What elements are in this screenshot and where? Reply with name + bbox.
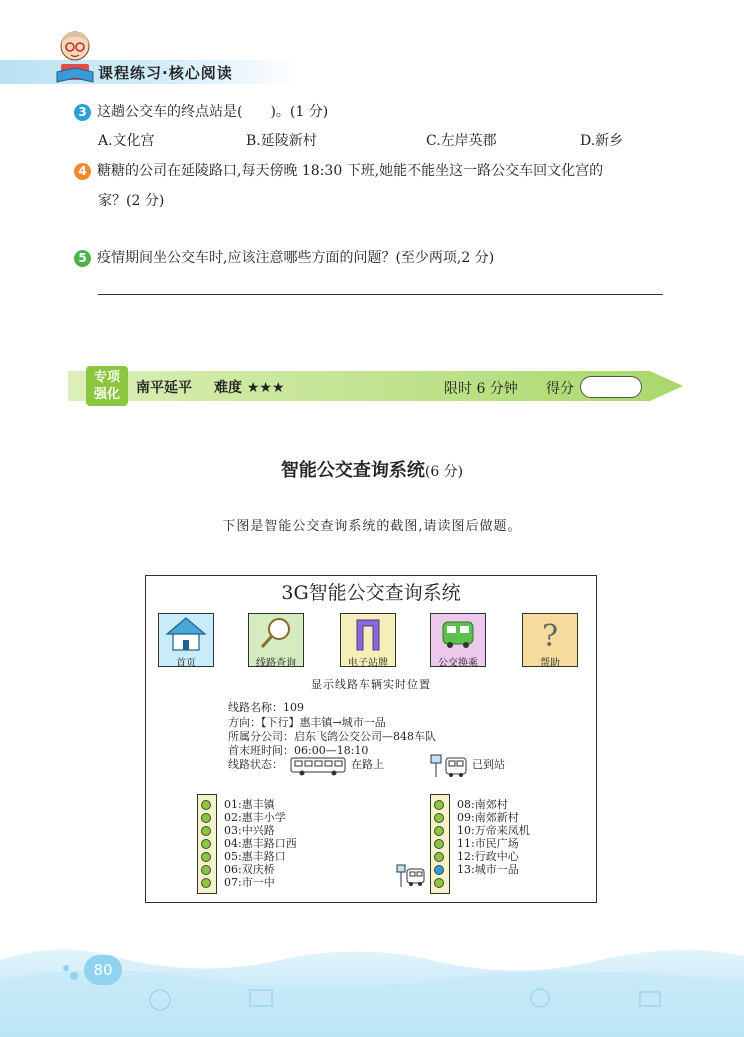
section-points: (6 分) [424, 464, 464, 480]
route-hours: 首末班时间：06:00—18:10 [228, 744, 369, 757]
route-direction: 方向：【下行】惠丰镇→城市一品 [228, 716, 386, 729]
section-intro: 下图是智能公交查询系统的截图,请读图后做题。 [222, 519, 522, 534]
option-a: A.文化宫 [98, 133, 155, 149]
bus-at-terminal-icon [396, 864, 426, 888]
tile-home-label: 首页 [176, 658, 196, 669]
page-number: 80 [84, 955, 122, 985]
header-title: 课程练习·核心阅读 [98, 64, 233, 82]
magnifier-icon [249, 614, 303, 652]
stop-01: 01:惠丰镇 [224, 798, 275, 811]
stop-dot-02 [201, 813, 211, 823]
stop-dot-09 [434, 813, 444, 823]
section-title-text: 智能公交查询系统 [280, 460, 425, 481]
option-d: D.新乡 [580, 133, 624, 149]
question-number-5: 5 [74, 250, 91, 267]
stop-dot-12 [434, 852, 444, 862]
route-company: 所属分公司：启东飞鸽公交公司—848车队 [228, 730, 436, 743]
stop-dot-01 [201, 800, 211, 810]
stop-dot-13-current [434, 865, 444, 875]
stop-02: 02:惠丰小学 [224, 811, 286, 824]
bus-on-road-icon [290, 756, 348, 776]
section-title [0, 456, 744, 482]
stop-dot-03 [201, 826, 211, 836]
stop-04: 04:惠丰路口西 [224, 837, 297, 850]
stop-dot-10 [434, 826, 444, 836]
bus-system-title: 3G智能公交查询系统 [281, 582, 461, 604]
question-3 [74, 101, 328, 123]
stop-08: 08:南郊村 [457, 798, 508, 811]
score-input-box[interactable] [580, 376, 642, 398]
tile-route-search-label: 线路查询 [256, 658, 296, 669]
stop-dot-04 [201, 839, 211, 849]
question-3-text: 这趟公交车的终点站是( )。(1 分) [97, 104, 329, 120]
stop-13: 13:城市一品 [457, 863, 519, 876]
question-4-line-1: 糖糖的公司在延陵路口,每天傍晚 18:30 下班,她能不能坐这一路公交车回文化宫的 [97, 163, 604, 179]
question-number-3: 3 [74, 104, 91, 121]
question-5-text: 疫情期间坐公交车时,应该注意哪些方面的问题？(至少两项,2 分) [97, 250, 495, 266]
stop-dot-extra [434, 878, 444, 888]
bus-icon [431, 614, 485, 652]
tile-e-stop-sign-label: 电子站牌 [348, 658, 388, 669]
banner-title: 南平延平 [136, 380, 192, 396]
status-arrived: 已到站 [472, 758, 505, 771]
answer-line [98, 294, 663, 295]
stop-03: 03:中兴路 [224, 824, 275, 837]
bus-at-stop-icon [430, 754, 470, 778]
question-4-line-2: 家？(2 分) [98, 193, 165, 209]
home-icon [159, 614, 213, 652]
stop-dot-07 [201, 878, 211, 888]
stop-05: 05:惠丰路口 [224, 850, 286, 863]
tile-bus-transfer-label: 公交换乘 [438, 658, 478, 669]
stop-07: 07:市一中 [224, 876, 275, 889]
route-name: 线路名称：109 [228, 701, 304, 714]
tile-help-label: 帮助 [540, 658, 560, 669]
stop-dot-05 [201, 852, 211, 862]
svg-text:?: ? [541, 619, 559, 652]
stop-dot-08 [434, 800, 444, 810]
banner-time-limit: 限时 6 分钟 [444, 381, 518, 397]
option-c: C.左岸英郡 [426, 133, 497, 149]
status-on-road: 在路上 [351, 758, 384, 771]
banner-score-label: 得分 [546, 381, 574, 397]
mascot-reading-icon [52, 28, 98, 84]
stop-11: 11:市民广场 [457, 837, 519, 850]
stop-dot-06 [201, 865, 211, 875]
question-number-4: 4 [74, 163, 91, 180]
question-4 [74, 160, 603, 182]
stop-10: 10:万帝来凤机 [457, 824, 530, 837]
banner-tag-line-1: 专项 [93, 370, 120, 385]
realtime-position-caption: 显示线路车辆实时位置 [311, 678, 431, 691]
route-status-label: 线路状态： [228, 758, 283, 771]
question-5 [74, 247, 494, 269]
stop-dot-11 [434, 839, 444, 849]
stop-06: 06:双庆桥 [224, 863, 275, 876]
banner-tag [86, 366, 128, 406]
stop-12: 12:行政中心 [457, 850, 519, 863]
sign-icon [341, 614, 395, 652]
option-b: B.延陵新村 [246, 133, 317, 149]
banner-difficulty: 难度 ★★★ [214, 380, 285, 396]
help-icon [523, 614, 577, 652]
banner-tag-line-2: 强化 [93, 387, 120, 402]
stop-09: 09:南郊新村 [457, 811, 519, 824]
